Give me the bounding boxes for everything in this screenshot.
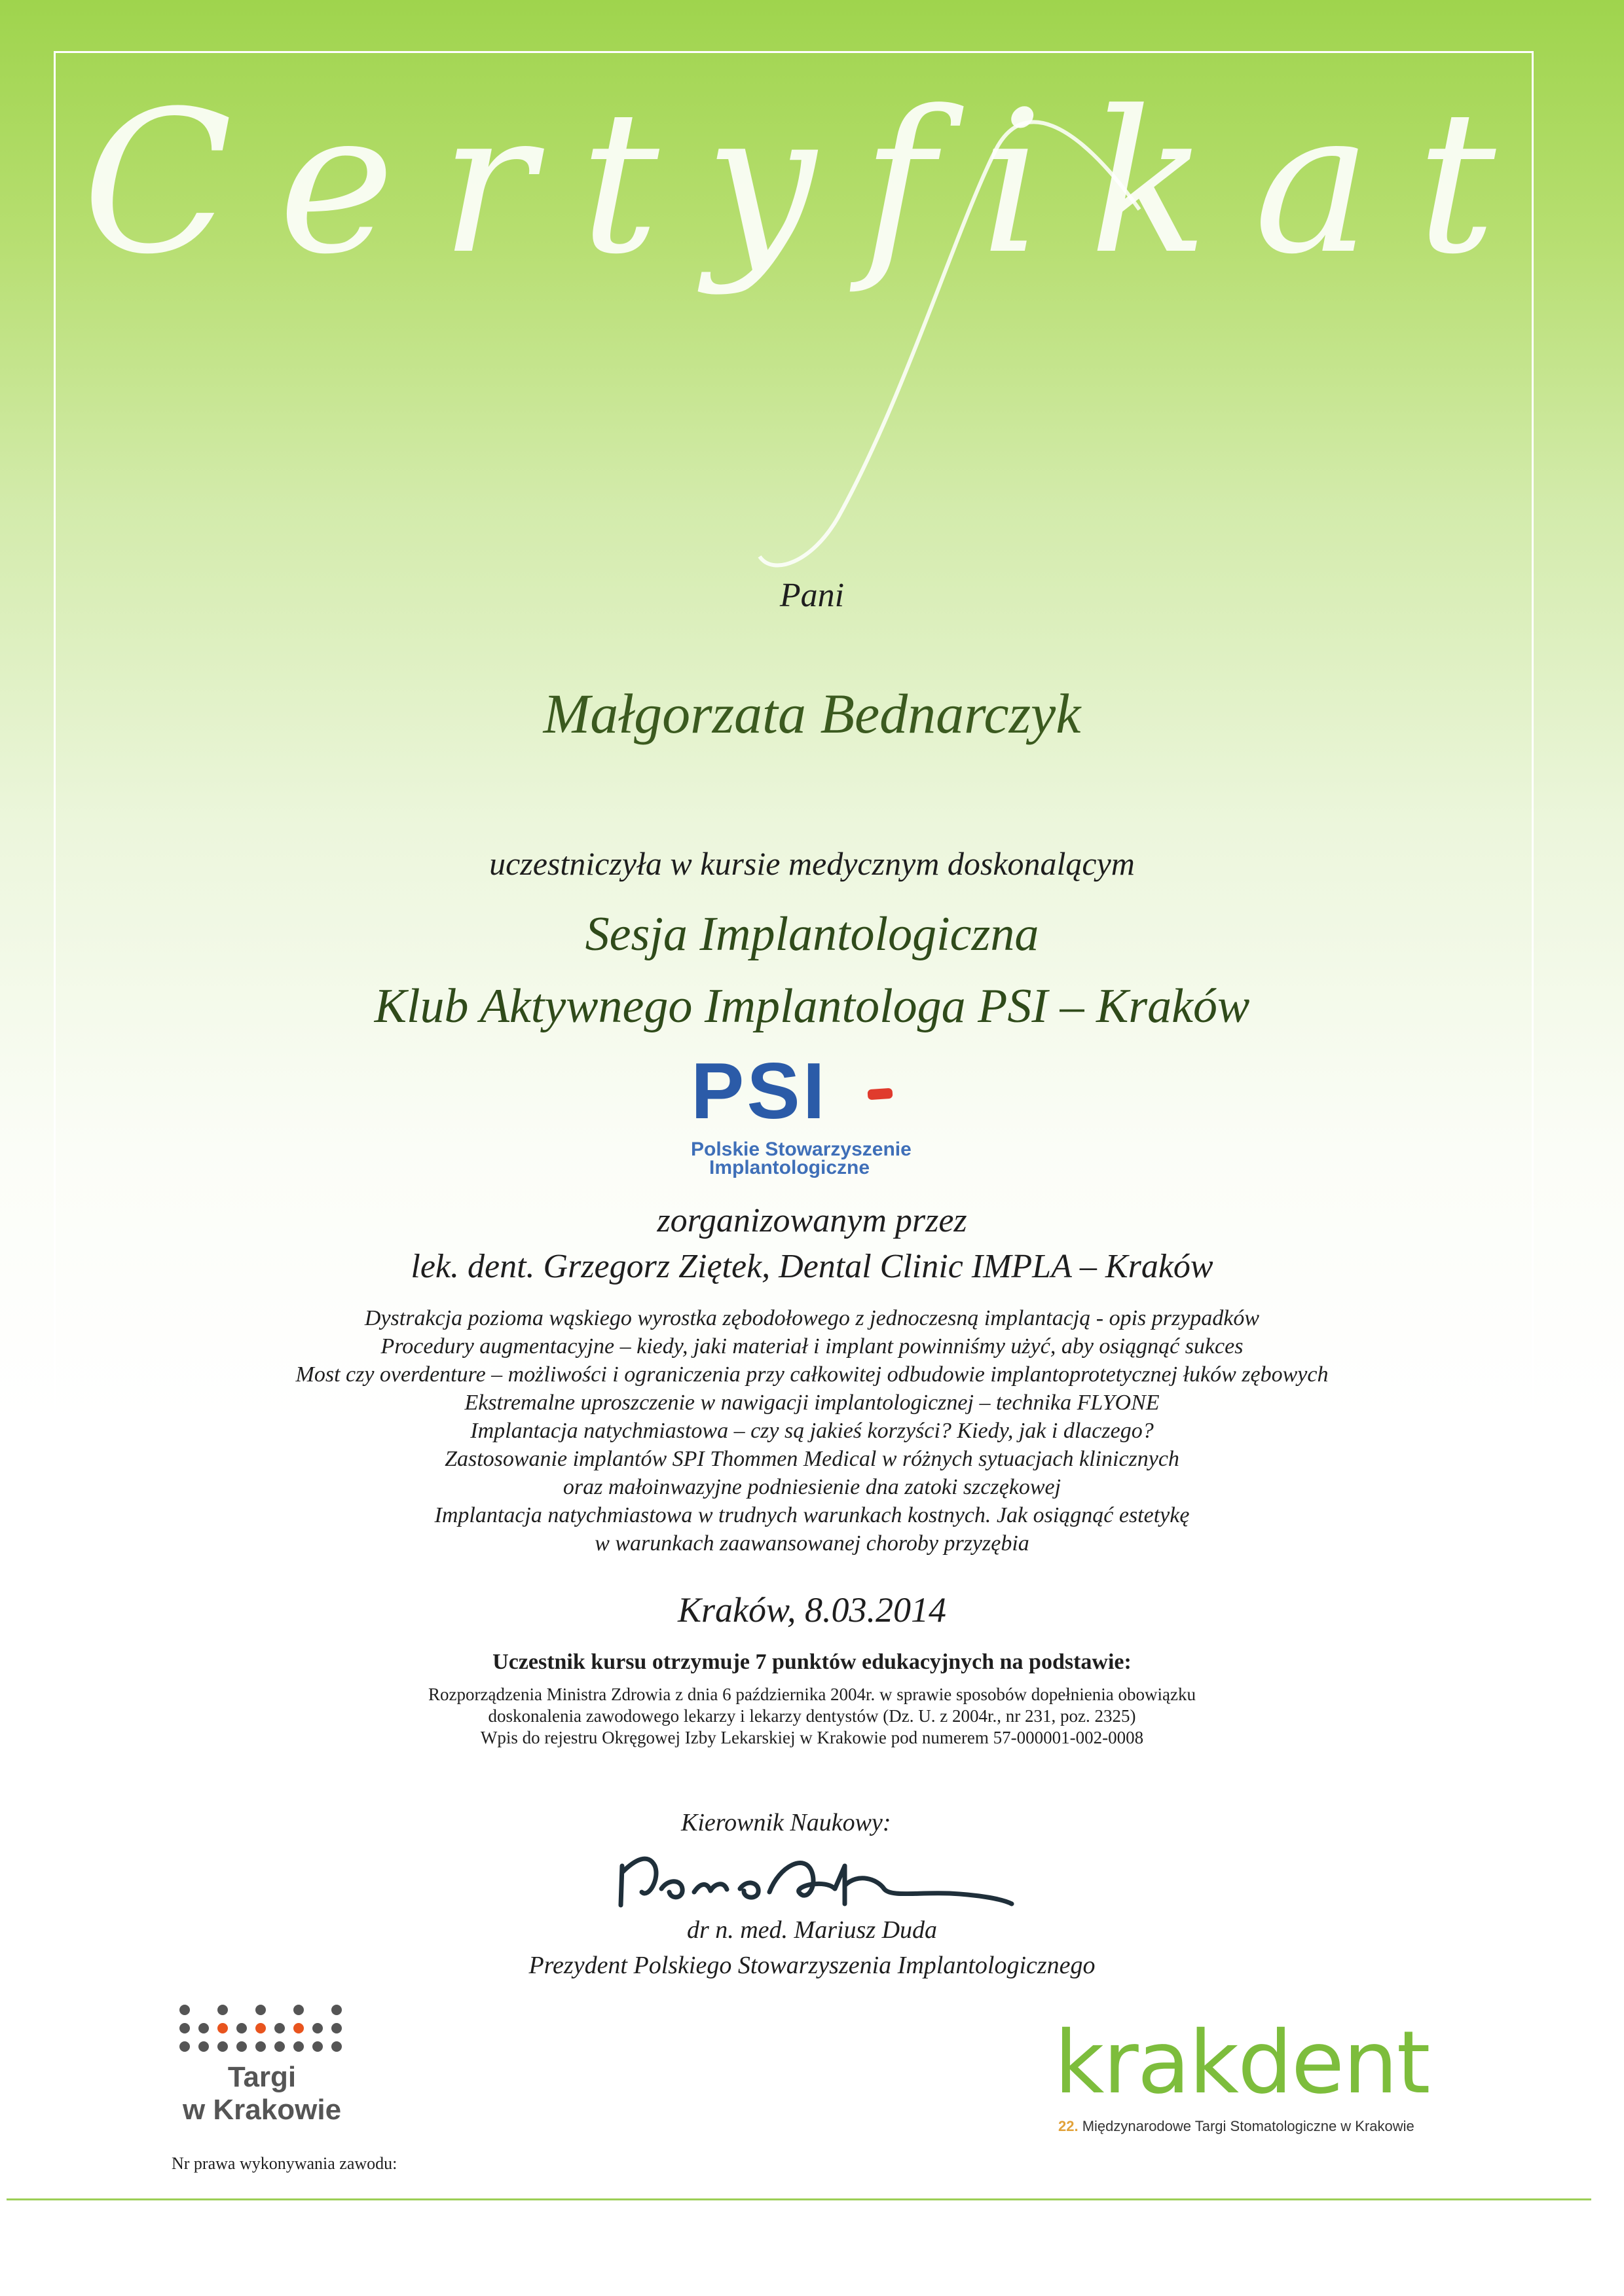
topic-item: Procedury augmentacyjne – kiedy, jaki materiał i implant powinniśmy użyć, aby osiągnąć sukces xyxy=(380,1334,1244,1358)
bottom-rule xyxy=(7,2198,1591,2200)
salutation: Pani xyxy=(779,577,845,614)
handwritten-signature xyxy=(609,1827,1028,1918)
topic-item: Zastosowanie implantów SPI Thommen Medical w różnych sytuacjach klinicznych xyxy=(445,1447,1179,1471)
targi-logo-line2: w Krakowie xyxy=(182,2094,342,2126)
topic-item: Implantacja natychmiastowa w trudnych warunkach kostnych. Jak osiągnąć estetykę xyxy=(434,1503,1190,1527)
topics-list xyxy=(0,1304,1624,1558)
psi-logo-letters: PSI xyxy=(691,1046,828,1135)
participation-text: uczestniczyła w kursie medycznym doskonalącym xyxy=(489,845,1135,882)
signer-role: Prezydent Polskiego Stowarzyszenia Implantologicznego xyxy=(528,1952,1096,1979)
organizer: lek. dent. Grzegorz Ziętek, Dental Clinic IMPLA – Kraków xyxy=(411,1248,1213,1285)
psi-logo-accent xyxy=(867,1088,893,1101)
topic-item: w warunkach zaawansowanej choroby przyzębia xyxy=(595,1531,1029,1556)
legal-line: doskonalenia zawodowego lekarzy i lekarzy dentystów (Dz. U. z 2004r., nr 231, poz. 2325) xyxy=(488,1706,1136,1726)
targi-dots-icon xyxy=(178,2003,346,2056)
signer-name: dr n. med. Mariusz Duda xyxy=(686,1916,938,1944)
legal-line: Wpis do rejestru Okręgowej Izby Lekarskiej w Krakowie pod numerem 57-000001-002-0008 xyxy=(480,1728,1144,1747)
license-number-label: Nr prawa wykonywania zawodu: xyxy=(172,2154,397,2173)
targi-logo-line1: Targi xyxy=(227,2061,297,2093)
krakdent-logo-word: krakdent xyxy=(1054,2013,1430,2113)
place-date: Kraków, 8.03.2014 xyxy=(677,1590,946,1630)
psi-logo xyxy=(691,1046,940,1182)
krakdent-tagline-text: Międzynarodowe Targi Stomatologiczne w Krakowie xyxy=(1082,2118,1414,2134)
krakdent-logo xyxy=(1054,2013,1473,2138)
scientific-manager-label: Kierownik Naukowy: xyxy=(681,1809,891,1836)
topic-item: Implantacja natychmiastowa – czy są jakieś korzyści? Kiedy, jak i dlaczego? xyxy=(470,1419,1154,1443)
recipient-name: Małgorzata Bednarczyk xyxy=(543,682,1081,745)
legal-line: Rozporządzenia Ministra Zdrowia z dnia 6 października 2004r. w sprawie sposobów dopełnienia obowiązku xyxy=(428,1685,1196,1704)
certificate-title: Certyfikat xyxy=(82,69,1542,297)
points-heading: Uczestnik kursu otrzymuje 7 punktów edukacyjnych na podstawie: xyxy=(492,1650,1132,1674)
topic-item: Ekstremalne uproszczenie w nawigacji implantologicznej – technika FLYONE xyxy=(464,1391,1160,1415)
targi-logo-text xyxy=(164,2061,360,2126)
organized-by-label: zorganizowanym przez xyxy=(657,1202,967,1239)
psi-logo-line2: Implantologiczne xyxy=(709,1157,870,1178)
krakdent-edition: 22. xyxy=(1058,2118,1079,2134)
targi-w-krakowie-logo xyxy=(164,2003,360,2134)
psi-logo-line1: Polskie Stowarzyszenie xyxy=(691,1139,912,1160)
legal-basis xyxy=(0,1684,1624,1749)
topic-item: Most czy overdenture – możliwości i ograniczenia przy całkowitej odbudowie implantoprotetycznej łuków zębowych xyxy=(295,1362,1329,1387)
krakdent-logo-tagline xyxy=(1058,2118,1414,2135)
course-title-line1: Sesja Implantologiczna xyxy=(585,907,1039,961)
topic-item: oraz małoinwazyjne podniesienie dna zatoki szczękowej xyxy=(563,1475,1061,1499)
course-title-line2: Klub Aktywnego Implantologa PSI – Kraków xyxy=(374,979,1250,1033)
topic-item: Dystrakcja pozioma wąskiego wyrostka zębodołowego z jednoczesną implantacją - opis przypadków xyxy=(364,1306,1260,1330)
